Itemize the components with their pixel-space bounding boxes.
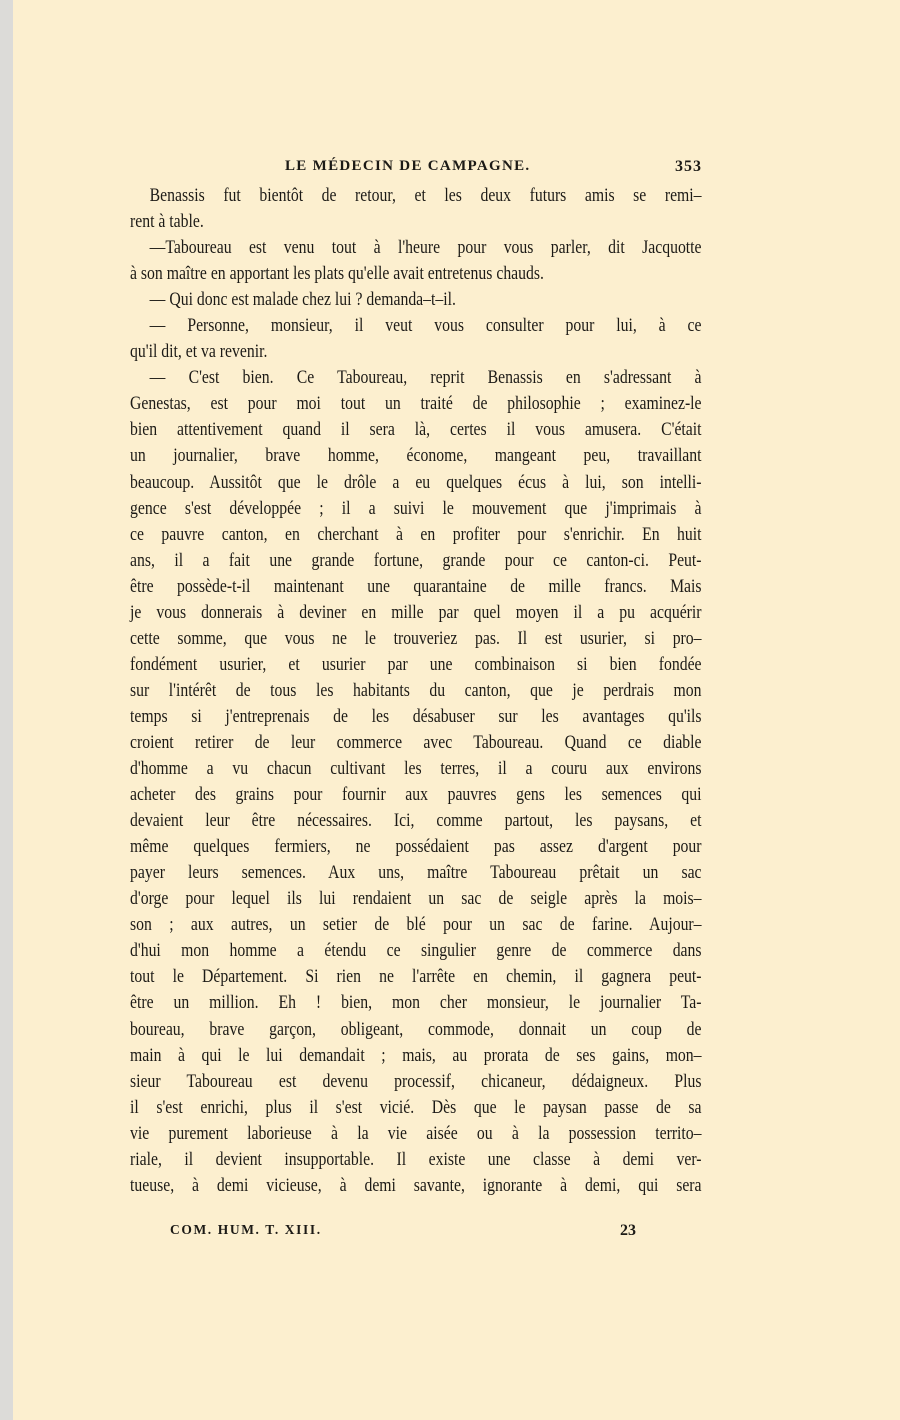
- text-line: riale, il devient insupportable. Il existe une classe à demi ver-: [130, 1148, 702, 1170]
- text-line: d'orge pour lequel ils lui rendaient un sac de seigle après la mois–: [130, 888, 702, 910]
- text-line: bien attentivement quand il sera là, certes il vous amusera. C'était: [130, 419, 702, 441]
- text-line: ce pauvre canton, en cherchant à en profiter pour s'enrichir. En huit: [130, 523, 702, 545]
- text-line: temps si j'entreprenais de les désabuser sur les avantages qu'ils: [130, 705, 702, 727]
- sheet-number: 23: [620, 1222, 636, 1239]
- text-line: il s'est enrichi, plus il s'est vicié. Dès que le paysan passe de sa: [130, 1096, 702, 1118]
- text-line: être un million. Eh ! bien, mon cher monsieur, le journalier Ta-: [130, 992, 702, 1014]
- text-line: —Taboureau est venu tout à l'heure pour vous parler, dit Jacquotte: [149, 237, 702, 259]
- text-line: d'homme a vu chacun cultivant les terres, il a couru aux environs: [130, 758, 702, 780]
- page-number: 353: [675, 158, 702, 175]
- text-line: sieur Taboureau est devenu processif, chicaneur, dédaigneux. Plus: [130, 1070, 702, 1092]
- text-line: être possède-t-il maintenant une quarantaine de mille francs. Mais: [130, 575, 702, 597]
- text-line: qu'il dit, et va revenir.: [130, 341, 268, 363]
- page-header: [130, 158, 702, 182]
- text-line: acheter des grains pour fournir aux pauvres gens les semences qui: [130, 784, 702, 806]
- text-line: vie purement laborieuse à la vie aisée ou à la possession territo–: [130, 1122, 702, 1144]
- text-line: — Personne, monsieur, il veut vous consulter pour lui, à ce: [149, 315, 702, 337]
- text-line: beaucoup. Aussitôt que le drôle a eu quelques écus à lui, son intelli-: [130, 471, 702, 493]
- text-line: son ; aux autres, un setier de blé pour un sac de farine. Aujour–: [130, 914, 702, 936]
- page-footer: [130, 1222, 702, 1246]
- text-line: Benassis fut bientôt de retour, et les deux futurs amis se remi–: [149, 185, 702, 206]
- text-line: même quelques fermiers, ne possédaient pas assez d'argent pour: [130, 836, 702, 858]
- text-line: ans, il a fait une grande fortune, grande pour ce canton-ci. Peut-: [130, 549, 702, 571]
- running-title: LE MÉDECIN DE CAMPAGNE.: [285, 158, 531, 174]
- text-line: à son maître en apportant les plats qu'elle avait entretenus chauds.: [130, 263, 544, 285]
- text-line: je vous donnerais à deviner en mille par quel moyen il a pu acquérir: [130, 601, 702, 623]
- text-line: rent à table.: [130, 211, 204, 233]
- text-line: croient retirer de leur commerce avec Taboureau. Quand ce diable: [130, 731, 702, 753]
- text-line: gence s'est développée ; il a suivi le mouvement que j'imprimais à: [130, 497, 702, 519]
- text-line: Genestas, est pour moi tout un traité de philosophie ; examinez-le: [130, 393, 702, 415]
- text-line: boureau, brave garçon, obligeant, commode, donnait un coup de: [130, 1018, 702, 1040]
- body-text: [130, 183, 702, 1199]
- text-line: — C'est bien. Ce Taboureau, reprit Benassis en s'adressant à: [149, 367, 702, 389]
- text-line: payer leurs semences. Aux uns, maître Taboureau prêtait un sac: [130, 862, 702, 884]
- text-line: un journalier, brave homme, économe, mangeant peu, travaillant: [130, 445, 702, 467]
- text-line: — Qui donc est malade chez lui ? demanda–t–il.: [149, 289, 456, 311]
- text-line: tueuse, à demi vicieuse, à demi savante, ignorante à demi, qui sera: [130, 1174, 702, 1196]
- text-line: devaient leur être nécessaires. Ici, comme partout, les paysans, et: [130, 810, 702, 832]
- text-line: cette somme, que vous ne le trouveriez pas. Il est usurier, si pro–: [130, 627, 702, 649]
- scan-margin-strip: [0, 0, 13, 1420]
- text-line: tout le Département. Si rien ne l'arrête en chemin, il gagnera peut-: [130, 966, 702, 988]
- text-line: fondément usurier, et usurier par une combinaison si bien fondée: [130, 653, 702, 675]
- text-line: d'hui mon homme a étendu ce singulier genre de commerce dans: [130, 940, 702, 962]
- text-line: sur l'intérêt de tous les habitants du canton, que je perdrais mon: [130, 679, 702, 701]
- printer-signature: COM. HUM. T. XIII.: [170, 1222, 322, 1237]
- text-line: main à qui le lui demandait ; mais, au prorata de ses gains, mon–: [130, 1044, 702, 1066]
